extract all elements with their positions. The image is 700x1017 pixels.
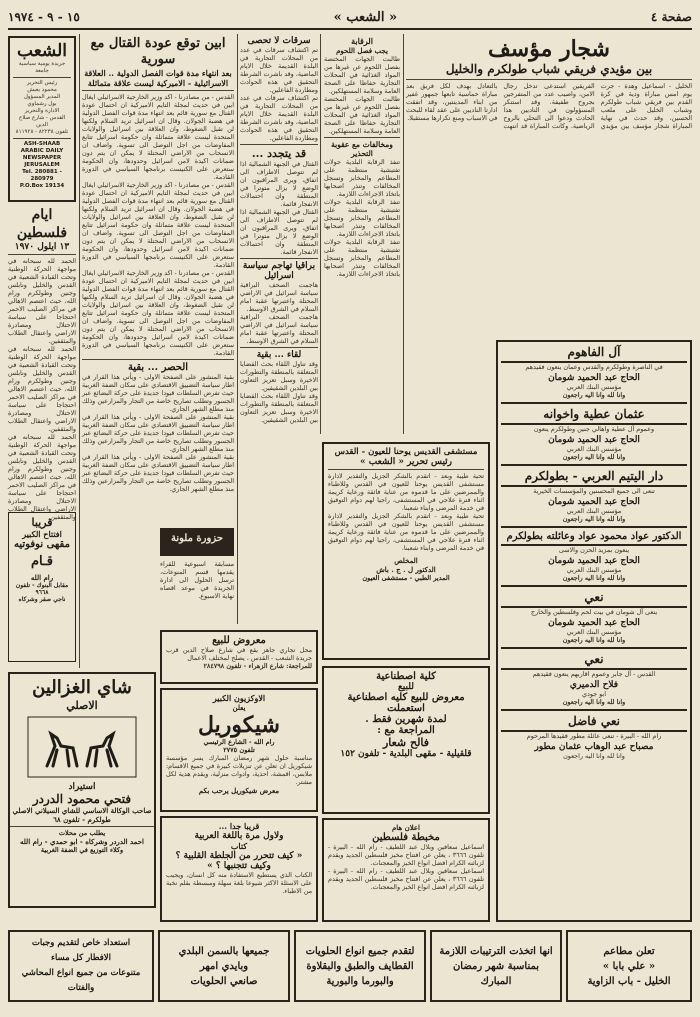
- obit-title: دار اليتيم العربي - بطولكرم: [501, 469, 687, 487]
- maqha-line: رام الله: [30, 573, 54, 582]
- bakery-title: مخبطة فلسطين: [372, 832, 440, 843]
- hospital-signer-role: المدير الطبي - مستشفى العيون: [362, 574, 450, 582]
- shicorel-body: مناسبة حلول شهر رمضان المبارك يسر مؤسسة شيكوريل ان تعلن عن تنزيلات كبيرة في جميع الاقسام: ملابس، اقمشة، احذية، وادوات منزلية، ويقدم هدية لكل مشتر.: [166, 754, 312, 786]
- tea-desc: صاحب الوكالة الاساسي للشاي السيلاني الاصلي: [12, 806, 152, 815]
- obit-role: مؤسس البنك العربي: [566, 566, 622, 574]
- obit-item: [501, 531, 687, 582]
- masthead-latin: P.O.Box 19134: [19, 183, 65, 189]
- qad-yatajaddad-body: القتال في الجبهة الشمالية اذا لم تتوصل الاطراف الى اتفاق، ويرى المراقبون ان الوضع لا يزال متوترا في المنطقة وان احتمالات الانفجار قائمة.: [240, 160, 318, 208]
- masthead-latin: ARABIC DAILY: [20, 148, 64, 154]
- book-q1: « كيف تتحرر من الجلطة القلبية ؟: [175, 851, 303, 861]
- obit-title: آل الفاهوم: [501, 345, 687, 363]
- page-header: [8, 6, 692, 30]
- masthead-latin: JERUSALEM: [24, 162, 60, 168]
- bottom-ad-line: انها اتخذت الترتيبات اللازمة: [439, 945, 553, 957]
- ayyam-body-repeat: الحمد لله سبحانه في مواجهة الحركة الوطنية وتحت القيادة الشعبية في القدس والخليل ونابلس وجنين وطولكرم ورام الله، حيث اعتصم الاهالي في مراكز الصليب الاحمر احتجاجا على سياسة الاحتلال ومصادرة الاراضي واعتقال الطلاب والمثقفين.: [8, 345, 76, 433]
- tea-brand: شاي الغزالين: [32, 677, 132, 698]
- bottom-ad-line: الخليل - باب الزاوية: [587, 975, 671, 987]
- syria-body-cont: القدس - من مصادرنا - اكد وزير الخارجية الاسرائيلي ايغال ابين في حديث لمجلة التايم الاميركية ان احتمال عودة القتال مع سورية قائم بعد انتهاء مدة قوات الفصل الدولية في هضبة الجولان. وقال ان اسرائيل تريد السلام ولكنها لن تقبل الضغوط، وان العلاقة بين اسرائيل والولايات المتحدة ليست علاقة متماثلة وان حكومة اسرائيل تتابع المفاوضات من اجل التوصل الى تسوية. واضاف ان الانسحاب من الاراضي المحتلة لا يمكن ان يتم دون ضمانات اكيدة لامن اسرائيل وحدودها، وان الحكومة ستعرض على الكنيست برنامجها السياسي في الدورة القادمة.: [82, 181, 234, 269]
- obit-role: مؤسس البنك العربي: [566, 445, 622, 453]
- obit-body: في الناصرة وطولكرم والقدس وعمان ينعون فقيدهم: [525, 363, 663, 371]
- bottom-ad-line: والبورما والبورية: [326, 975, 394, 987]
- syria-subhead: بعد انتهاء مدة قوات الفصل الدولية .. العلاقة الاسرائيلية - الاميركية ليست علاقة متماثلة: [84, 68, 232, 88]
- tea-ad: [8, 672, 156, 908]
- syria-body: القدس - من مصادرنا - اكد وزير الخارجية الاسرائيلي ايغال ابين في حديث لمجلة التايم الاميركية ان احتمال عودة القتال مع سورية قائم بعد انتهاء مدة قوات الفصل الدولية في هضبة الجولان. وقال ان اسرائيل تريد السلام ولكنها لن تقبل الضغوط، وان العلاقة بين اسرائيل والولايات المتحدة ليست علاقة متماثلة وان حكومة اسرائيل تتابع المفاوضات من اجل التوصل الى تسوية. واضاف ان الانسحاب من الاراضي المحتلة لا يمكن ان يتم دون ضمانات اكيدة لامن اسرائيل وحدودها، وان الحكومة ستعرض على الكنيست برنامجها السياسي في الدورة القادمة.: [82, 93, 234, 181]
- book-title: ولاول مرة باللغة العربية: [194, 831, 284, 841]
- book-body: الكتاب الذي يستطيع الاستفادة منه كل انسان، ويجيب على الاسئلة الاكثر شيوعا بلغة سهلة ومبسطة بقلم نخبة من الاطباء.: [166, 871, 312, 895]
- hasr-headline: الحصر ... بقية: [127, 362, 189, 373]
- obit-role: مؤسس البنك العربي: [566, 507, 622, 515]
- fuzzaleh-title: حزورة ملونة: [170, 533, 224, 544]
- ayyam-title: ايام فلسطين: [16, 207, 68, 241]
- bottom-ad-line: بمناسبة شهر رمضان: [452, 960, 540, 972]
- maqha-line: ناجي صقر وشركاه: [18, 596, 66, 603]
- ayyam-date: ١٣ ايلول ١٩٧٠: [14, 242, 70, 252]
- sariqat-headline: سرقات لا تحصى: [247, 36, 311, 46]
- sariqat-body: تم اكتشاف سرقات في عدد من المحلات التجارية في البلدة القديمة خلال الايام الماضية، وقد باشرت الشرطة التحقيق في هذه الحوادث ومطاردة الفاعلين.: [240, 46, 318, 94]
- tea-sub: الاصلي: [66, 699, 98, 712]
- for-sale-title: معروض للبيع: [212, 635, 266, 646]
- tea-importer-label: استيراد: [68, 782, 96, 792]
- bottom-ad-4: [158, 930, 290, 1002]
- masthead-line: الادارة والتحرير: [24, 108, 60, 114]
- mukhalafat-body: تنفذ الرقابة البلدية جولات تفتيشية منتظمة على المطاعم والمخابز وتسجل المخالفات وتنذر اصحابها باتخاذ الاجراءات اللازمة.: [324, 158, 400, 198]
- for-sale-contact: للمراجعة: شارع الزهراء - تلفون ٢٨٤٧٩٨: [203, 662, 312, 670]
- obit-title: نعي: [501, 590, 687, 608]
- obit-end: وانا لله وانا اليه راجعون: [562, 574, 626, 582]
- obit-item: [501, 469, 687, 523]
- shicorel-top2: يعلن: [232, 703, 246, 712]
- obit-name: مصباح عبد الوهاب عثمان مطور: [534, 742, 654, 752]
- bottom-ad-1: [566, 930, 692, 1002]
- obit-end: وانا لله وانا اليه راجعون: [562, 698, 626, 706]
- kidney-ad: [322, 666, 490, 814]
- baraqiya-headline: براقيا تهاجم سياسة اسرائيل: [242, 261, 316, 281]
- hospital-letter: [322, 442, 490, 660]
- obit-end: وانا لله وانا اليه راجعون: [562, 453, 626, 461]
- shicorel-brand: شيكوريل: [198, 712, 280, 738]
- obit-name: الحاج عبد الحميد شومان: [548, 618, 640, 628]
- hospital-body: تحية طيبة وبعد - اتقدم بالشكر الجزيل والتقدير لادارة مستشفى القديس يوحنا للعيون في القدس وللاطباء والممرضين على ما قدموه من عناية فائقة ورعاية كريمة اثناء فترة علاجي في المستشفى، راجيا لهم دوام التوفيق في خدمة المرضى وابناء شعبنا.: [328, 472, 484, 512]
- mukhalafat-body: تنفذ الرقابة البلدية جولات تفتيشية منتظمة على المطاعم والمخابز وتسجل المخالفات وتنذر اصحابها باتخاذ الاجراءات اللازمة.: [324, 238, 400, 278]
- shajar-subhead: بين مؤيدي فريقي شباب طولكرم والخليل: [445, 62, 653, 76]
- raqaba-subhead: يجب فصل اللحوم: [336, 46, 388, 55]
- obit-body: ينعى آل شومان في بيت لحم وفلسطين والخارج: [530, 608, 658, 616]
- mukhalafat-headline: ومخالفات مع عقوبة التحذير: [331, 140, 393, 158]
- bakery-body: اسماعيل سعافين وبلال عبد اللطيف - رام الله - البيرة - تلفون ٣٦٦٦ ، يعلن عن افتتاح مخبز فلسطين الجديد ويقدم لزبائنه الكرام افضل انواع الخبز والمعجنات.: [328, 843, 485, 867]
- fuzzaleh-banner: [160, 528, 234, 556]
- column-rule: [320, 34, 321, 434]
- obit-body: تنعى الى جميع المحسنين والمؤسسات الخيرية: [533, 487, 655, 495]
- bakery-top: اعلان هام: [391, 823, 421, 832]
- gazelles-icon: [27, 716, 137, 778]
- obit-end: وانا لله وانا اليه راجعون: [562, 636, 626, 644]
- obit-role: مؤسس البنك العربي: [566, 628, 622, 636]
- maqha-ad: [8, 512, 76, 662]
- obit-body: رام الله - البيرة - تنعى عائلة مطور فقيدها المرحوم: [526, 732, 662, 740]
- obit-item: [501, 652, 687, 706]
- bottom-ad-line: « علي بابا »: [602, 960, 656, 972]
- book-sub: كتاب: [230, 841, 248, 851]
- ayyam-body-repeat: الحمد لله سبحانه في مواجهة الحركة الوطنية وتحت القيادة الشعبية في القدس والخليل ونابلس وجنين وطولكرم ورام الله، حيث اعتصم الاهالي في مراكز الصليب الاحمر احتجاجا على سياسة الاحتلال ومصادرة الاراضي واعتقال الطلاب والمثقفين.: [8, 433, 76, 521]
- column-rule: [403, 34, 404, 434]
- maqha-title: قريبا: [31, 516, 53, 529]
- obit-name: الحاج عبد الحميد شومان: [548, 373, 640, 383]
- shicorel-ad: [160, 688, 318, 812]
- header-date: ١٥ - ٩ - ١٩٧٤: [8, 10, 80, 24]
- obit-body: وعموم آل عطية واهالي جنين وطولكرم ينعون: [533, 425, 655, 433]
- bakery-ad: [322, 818, 490, 922]
- kidney-title: كلية اصطناعية: [376, 671, 436, 682]
- masthead-line: تلفون ٨٢٢٣٨ - ٨١١٩٢٨: [15, 129, 69, 135]
- masthead-latin: ASH-SHAAB: [23, 141, 61, 147]
- masthead-line: محمود يعيش: [27, 87, 57, 93]
- kidney-line6: قلقيلية - مقهى البلدية - تلفون ١٥٢: [340, 749, 472, 759]
- bottom-ad-line: استعداد خاص لتقديم وجبات: [31, 938, 131, 948]
- qad-yatajaddad-body: القتال في الجبهة الشمالية اذا لم تتوصل الاطراف الى اتفاق، ويرى المراقبون ان الوضع لا يزال متوترا في المنطقة وان احتمالات الانفجار قائمة.: [240, 208, 318, 256]
- for-sale-ad: [160, 630, 318, 684]
- ayyam-column: [8, 206, 76, 521]
- column-rule: [237, 34, 238, 624]
- bottom-ad-5: [8, 930, 154, 1002]
- shicorel-phone: تلفون ٢٧٧٥: [223, 746, 255, 754]
- obit-item: [501, 590, 687, 644]
- qad-yatajaddad-headline: قد يتجدد ...: [251, 147, 307, 160]
- bottom-ad-line: المبارك: [480, 975, 512, 987]
- book-q2: وكيف تتجنبها ؟ »: [207, 861, 271, 871]
- obit-body: القدس - آل جابر وعموم اقاربهم ينعون فقيدهم: [532, 670, 656, 678]
- fuzzaleh-body: مسابقة اسبوعية للقراء يقدمها قسم المنوعات، ترسل الحلول الى ادارة الجريدة في موعد اقصاه نهاية الاسبوع.: [160, 560, 234, 600]
- hasr-body-cont: بقية المنشور على الصفحة الاولى - ويأتي هذا القرار في اطار سياسة التضييق الاقتصادي على سكان الضفة الغربية حيث تفرض السلطات قيودا جديدة على حركة البضائع عبر الجسور وتطلب تصاريح خاصة من التجار والمزارعين وذلك منذ مطلع الشهر الجاري.: [82, 453, 234, 493]
- baraqiya-body: هاجمت الصحف البراقية سياسة اسرائيل في الاراضي المحتلة واعتبرتها عقبة امام السلام في الشرق الاوسط.: [240, 313, 318, 345]
- obit-title: عثمان عطية واخوانه: [501, 407, 687, 425]
- masthead-line: بول رشماوي: [27, 101, 57, 107]
- obit-name: الحاج عبد الحميد شومان: [548, 435, 640, 445]
- shicorel-footer: معرض شيكوريل يرحب بكم: [198, 786, 280, 795]
- hospital-signer-name: الدكتور ل . ج . باش: [376, 565, 436, 574]
- hospital-body: تحية طيبة وبعد - اتقدم بالشكر الجزيل والتقدير لادارة مستشفى القديس يوحنا للعيون في القدس وللاطباء والممرضين على ما قدموه من عناية فائقة ورعاية كريمة اثناء فترة علاجي في المستشفى، راجيا لهم دوام التوفيق في خدمة المرضى وابناء شعبنا.: [328, 512, 484, 552]
- hospital-subtitle: رئيس تحرير « الشعب »: [359, 457, 453, 467]
- bottom-ad-3: [294, 930, 426, 1002]
- baraqiya-body: هاجمت الصحف البراقية سياسة اسرائيل في الاراضي المحتلة واعتبرتها عقبة امام السلام في الشرق الاوسط.: [240, 281, 318, 313]
- obit-item: [501, 345, 687, 399]
- sariqat-body: تم اكتشاف سرقات في عدد من المحلات التجارية في البلدة القديمة خلال الايام الماضية، وقد باشرت الشرطة التحقيق في هذه الحوادث ومطاردة الفاعلين.: [240, 94, 318, 142]
- col4-articles: [324, 36, 400, 436]
- raqaba-body: طالبت الجهات المختصة بفصل اللحوم عن غيرها من المواد الغذائية في المحلات التجارية حفاظا على الصحة العامة وسلامة المستهلكين.: [324, 55, 400, 95]
- tea-dist-1: يطلب من محلات: [58, 829, 106, 837]
- fuzzaleh-text: [160, 560, 234, 620]
- header-newspaper-name: « الشعب »: [333, 9, 398, 25]
- obit-item: [501, 714, 687, 760]
- syria-headline: ابين توقع عودة القتال مع سورية: [90, 36, 226, 67]
- bottom-ad-line: جميعها بالسمن البلدي: [178, 945, 270, 957]
- hospital-signer: المخلص: [394, 556, 418, 565]
- book-top: قريبا جدا ...: [218, 821, 260, 831]
- mukhalafat-body: تنفذ الرقابة البلدية جولات تفتيشية منتظمة على المطاعم والمخابز وتسجل المخالفات وتنذر اصحابها باتخاذ الاجراءات اللازمة.: [324, 198, 400, 238]
- masthead-latin: Tel. 280881 - 280979: [22, 169, 62, 182]
- masthead-line: القدس - شارع صلاح الدين: [18, 115, 66, 128]
- obit-end: وانا لله وانا اليه راجعون: [562, 391, 626, 399]
- bottom-ad-2: [430, 930, 562, 1002]
- obit-role: مؤسس البنك العربي: [566, 383, 622, 391]
- obit-title: الدكتور عواد محمود عواد وعائلته بطولكرم: [501, 531, 687, 546]
- raqaba-headline: الرقابة: [351, 36, 373, 46]
- tea-dist-2: احمد الدردر وشركاه - ابو حمدي - رام الله: [19, 837, 144, 846]
- hasr-body-cont: بقية المنشور على الصفحة الاولى - ويأتي هذا القرار في اطار سياسة التضييق الاقتصادي على سكان الضفة الغربية حيث تفرض السلطات قيودا جديدة على حركة البضائع عبر الجسور وتطلب تصاريح خاصة من التجار والمزارعين وذلك منذ مطلع الشهر الجاري.: [82, 413, 234, 453]
- raqaba-body: طالبت الجهات المختصة بفصل اللحوم عن غيرها من المواد الغذائية في المحلات التجارية حفاظا على الصحة العامة وسلامة المستهلكين.: [324, 95, 400, 135]
- shajar-headline: شجار مؤسف: [488, 36, 610, 62]
- obit-title: نعي فاضل: [501, 714, 687, 732]
- bakery-body: اسماعيل سعافين وبلال عبد اللطيف - رام الله - البيرة - تلفون ٣٦٦٦ ، يعلن عن افتتاح مخبز فلسطين الجديد ويقدم لزبائنه الكرام افضل انواع الخبز والمعجنات.: [328, 867, 485, 891]
- shicorel-address: رام الله - الشارع الرئيسي: [203, 738, 275, 746]
- ayyam-body: الحمد لله سبحانه في مواجهة الحركة الوطنية وتحت القيادة الشعبية في القدس والخليل ونابلس وجنين وطولكرم ورام الله، حيث اعتصم الاهالي في مراكز الصليب الاحمر احتجاجا على سياسة الاحتلال ومصادرة الاراضي واعتقال الطلاب والمثقفين.: [8, 257, 76, 345]
- maqha-line: مقهى نوفوتيه: [14, 539, 70, 550]
- obit-name: فلاح الدميري: [569, 680, 619, 690]
- bottom-ad-line: القطايف والطبق والبقلاوة: [306, 960, 414, 972]
- bottom-ad-line: تعلن مطاعم: [603, 945, 655, 957]
- liqaa-body: وقد تناول اللقاء بحث القضايا المتعلقة بالمنطقة والتطورات الاخيرة وسبل تعزيز التعاون بين البلدين الشقيقين.: [240, 392, 318, 424]
- masthead-subtitle: جريدة يومية سياسية جامعة: [18, 61, 66, 74]
- bottom-ad-line: متنوعات من جميع انواع المحاشي والفتات: [21, 968, 141, 993]
- obit-title: نعي: [501, 652, 687, 670]
- obit-name: الحاج عبد الحميد شومان: [548, 497, 640, 507]
- col3-articles: [240, 36, 318, 596]
- masthead-title: الشعب: [17, 41, 67, 61]
- obit-body: ينعون بمزيد الحزن والاسى: [558, 546, 630, 554]
- kidney-line1: للبيع: [398, 682, 414, 692]
- obit-name: الحاج عبد الحميد شومان: [548, 556, 640, 566]
- obit-end: وانا لله وانا اليه راجعون: [563, 752, 625, 760]
- obit-item: [501, 407, 687, 461]
- bottom-ad-line: وبايدي امهر: [199, 960, 249, 972]
- kidney-line3: لمدة شهرين فقط .: [365, 714, 447, 725]
- tea-dist-3: وكلاء التوزيع في الضفة الغربية: [40, 846, 124, 854]
- masthead-latin: NEWSPAPER: [22, 155, 62, 161]
- shicorel-top: الاوكزيون الكبير: [212, 693, 266, 703]
- column-rule: [79, 34, 80, 668]
- for-sale-body: محل تجاري جاهز يقع في شارع صلاح الدين قرب جريدة الشعب - القدس ، يصلح لمختلف الاعمال: [166, 646, 312, 662]
- obituaries-column: [496, 340, 692, 922]
- shajar-body: الخليل - اسماعيل وهدة - جرت يوم امس مباراة ودية في كرة القدم بين فريقي شباب طولكرم وشباب الخليل على ملعب الحسين، وقد حدث في نهاية المباراة شجار مؤسف بين مؤيدي الفريقين استدعى تدخل رجال الامن، واصيب عدد من المتفرجين بجروح طفيفة. وقد استنكر المسؤولون في الناديين هذا الحادث ودعوا الى التحلي بالروح الرياضية. وكانت المباراة قد انتهت بالتعادل بهدف لكل فريق بعد مباراة حماسية تابعها جمهور غفير من ابناء المدينتين، وقد اتفقت ادارتا الناديين على عقد لقاء للبحث في الاسباب ومنع تكرارها مستقبلا.: [406, 82, 692, 130]
- bottom-ad-line: الافطار كل مساء: [50, 953, 112, 963]
- hasr-body: بقية المنشور على الصفحة الاولى - ويأتي هذا القرار في اطار سياسة التضييق الاقتصادي على سكان الضفة الغربية حيث تفرض السلطات قيودا جديدة على حركة البضائع عبر الجسور وتطلب تصاريح خاصة من التجار والمزارعين وذلك منذ مطلع الشهر الجاري.: [82, 373, 234, 413]
- masthead-line: المدير المسؤول: [23, 94, 61, 100]
- kidney-line2: معروض للبيع كليه اصطناعية استعملت: [347, 692, 465, 714]
- obit-role: ابو جودي: [582, 690, 606, 698]
- bottom-ad-line: لتقدم جميع انواع الحلويات: [305, 945, 415, 957]
- book-ad: [160, 816, 318, 922]
- liqaa-body: وقد تناول اللقاء بحث القضايا المتعلقة بالمنطقة والتطورات الاخيرة وسبل تعزيز التعاون بين البلدين الشقيقين.: [240, 360, 318, 392]
- masthead-box: [8, 36, 76, 202]
- masthead-line: رئيس التحرير: [26, 80, 58, 86]
- kidney-line4: المراجعة مع :: [377, 725, 435, 736]
- bottom-ad-line: صانعي الحلويات: [190, 975, 258, 987]
- hospital-title: مستشفى القديس يوحنا للعيون - القدس: [334, 447, 478, 457]
- maqha-line: مقابل البنوك - تلفون ٩٦٦٨: [15, 582, 69, 596]
- maqha-line: افتتاح الكبير: [22, 529, 62, 539]
- liqaa-headline: لقاء ... بقية: [256, 350, 302, 360]
- syria-body-cont: القدس - من مصادرنا - اكد وزير الخارجية الاسرائيلي ايغال ابين في حديث لمجلة التايم الاميركية ان احتمال عودة القتال مع سورية قائم بعد انتهاء مدة قوات الفصل الدولية في هضبة الجولان. وقال ان اسرائيل تريد السلام ولكنها لن تقبل الضغوط، وان العلاقة بين اسرائيل والولايات المتحدة ليست علاقة متماثلة وان حكومة اسرائيل تتابع المفاوضات من اجل التوصل الى تسوية. واضاف ان الانسحاب من الاراضي المحتلة لا يمكن ان يتم دون ضمانات اكيدة لامن اسرائيل وحدودها، وان الحكومة ستعرض على الكنيست برنامجها السياسي في الدورة القادمة.: [82, 269, 234, 357]
- shajar-article: [406, 36, 692, 336]
- header-page-number: صفحة ٤: [650, 10, 692, 24]
- maqha-line: قـام: [30, 554, 54, 569]
- tea-address: طولكرم - تلفون ٦٨: [53, 815, 111, 824]
- tea-importer-name: فتحي محمود الدردر: [32, 792, 132, 806]
- obit-end: وانا لله وانا اليه راجعون: [562, 515, 626, 523]
- kidney-line5: فالح شعار: [382, 736, 430, 749]
